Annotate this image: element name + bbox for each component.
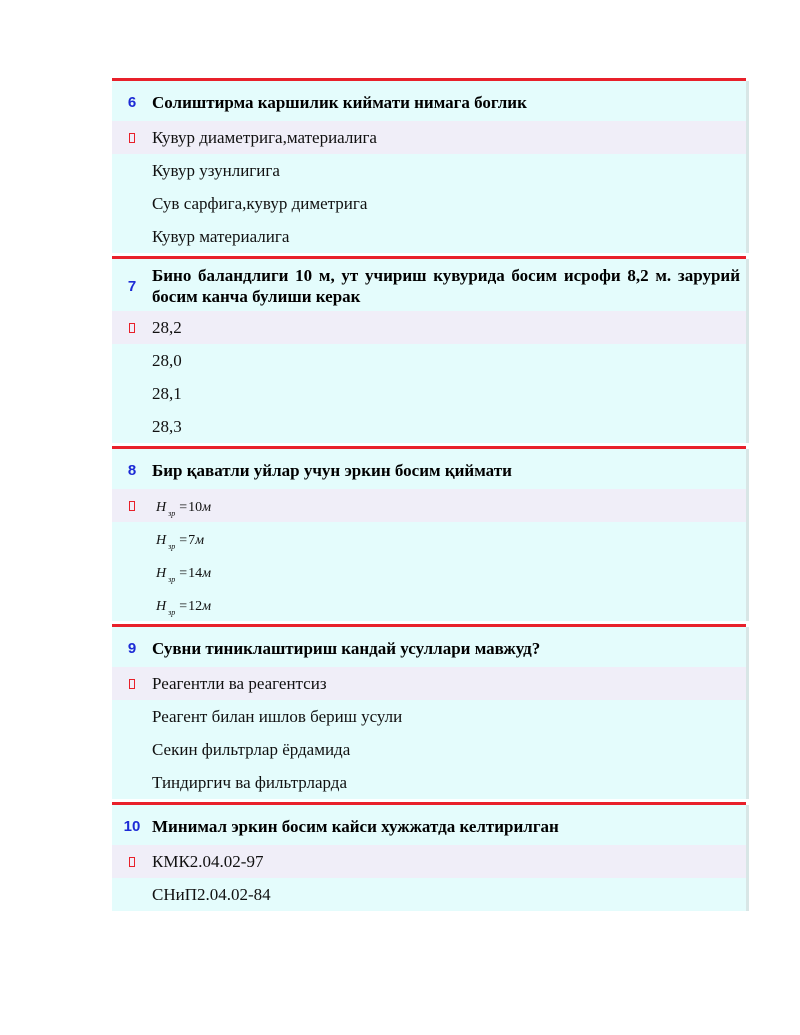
- formula-variable: H: [156, 532, 167, 548]
- answer-option[interactable]: [112, 154, 746, 187]
- question-number: 6: [127, 93, 137, 111]
- question-block: [112, 256, 746, 443]
- formula-unit: м: [202, 598, 212, 614]
- option-text: Реагент билан ишлов бериш усули: [152, 706, 403, 726]
- correct-answer-marker-icon: [129, 679, 135, 689]
- option-text: Сув сарфига,кувур диметрига: [152, 193, 368, 213]
- formula: [156, 533, 204, 549]
- formula-variable: H: [156, 565, 167, 581]
- question-text: Солиштирма каршилик киймати нимага боглик: [152, 92, 527, 112]
- option-marker: [112, 679, 152, 689]
- answer-option[interactable]: [112, 377, 746, 410]
- formula: [156, 599, 211, 615]
- answer-option-correct[interactable]: [112, 845, 746, 878]
- option-text: 28,2: [152, 317, 182, 337]
- formula-equals: =: [179, 565, 188, 581]
- question-header: [112, 81, 746, 121]
- question-block: [112, 802, 746, 911]
- option-text: Кувур диаметрига,материалига: [152, 127, 377, 147]
- question-header: [112, 627, 746, 667]
- formula-variable: H: [156, 598, 167, 614]
- formula-equals: =: [179, 499, 188, 515]
- option-text: Кувур узунлигига: [152, 160, 280, 180]
- option-text: [152, 529, 204, 549]
- answer-option[interactable]: [112, 187, 746, 220]
- answer-option[interactable]: [112, 766, 746, 799]
- formula-value: 10: [188, 499, 203, 515]
- question-block: [112, 446, 746, 621]
- option-text: [152, 562, 211, 582]
- correct-answer-marker-icon: [129, 323, 135, 333]
- option-text: Кувур материалига: [152, 226, 290, 246]
- answer-option-correct[interactable]: [112, 311, 746, 344]
- formula-unit: м: [202, 565, 212, 581]
- formula-subscript: зр: [168, 607, 176, 617]
- formula: [156, 566, 211, 582]
- option-text: 28,1: [152, 383, 182, 403]
- option-text: [152, 595, 211, 615]
- option-marker: [112, 501, 152, 511]
- question-number: 7: [127, 277, 137, 295]
- formula-value: 14: [188, 565, 203, 581]
- formula-unit: м: [195, 532, 205, 548]
- question-text: Бир қаватли уйлар учун эркин босим қиймати: [152, 460, 512, 480]
- formula-value: 12: [188, 598, 203, 614]
- question-header: [112, 259, 746, 311]
- formula-subscript: зр: [168, 574, 176, 584]
- answer-option-correct[interactable]: [112, 489, 746, 522]
- formula-equals: =: [179, 598, 188, 614]
- option-text: КМК2.04.02-97: [152, 851, 264, 871]
- question-header: [112, 805, 746, 845]
- question-text: Минимал эркин босим кайси хужжатда келтирилган: [152, 816, 559, 836]
- answer-option[interactable]: [112, 555, 746, 588]
- option-text: Реагентли ва реагентсиз: [152, 673, 327, 693]
- option-text: Секин фильтрлар ёрдамида: [152, 739, 351, 759]
- formula-variable: H: [156, 499, 167, 515]
- question-number: 8: [127, 461, 137, 479]
- formula-equals: =: [179, 532, 188, 548]
- option-marker: [112, 857, 152, 867]
- answer-option[interactable]: [112, 522, 746, 555]
- question-text: Бино баландлиги 10 м, ут учириш кувурида босим исрофи 8,2 м. зарурий босим канча булиши керак: [152, 266, 740, 306]
- answer-option-correct[interactable]: [112, 121, 746, 154]
- correct-answer-marker-icon: [129, 501, 135, 511]
- option-marker: [112, 323, 152, 333]
- formula-subscript: зр: [168, 541, 176, 551]
- question-text: Сувни тиниклаштириш кандай усуллари мавжуд?: [152, 638, 541, 658]
- option-text: [152, 496, 211, 516]
- answer-option[interactable]: [112, 220, 746, 253]
- question-block: [112, 624, 746, 799]
- question-header: [112, 449, 746, 489]
- correct-answer-marker-icon: [129, 133, 135, 143]
- formula-subscript: зр: [168, 508, 176, 518]
- question-number: 10: [123, 817, 141, 835]
- answer-option[interactable]: [112, 410, 746, 443]
- question-number: 9: [127, 639, 137, 657]
- answer-option[interactable]: [112, 700, 746, 733]
- quiz-list: [112, 78, 746, 911]
- question-block: [112, 78, 746, 253]
- answer-option[interactable]: [112, 588, 746, 621]
- option-text: 28,0: [152, 350, 182, 370]
- formula-unit: м: [202, 499, 212, 515]
- option-text: СНиП2.04.02-84: [152, 884, 271, 904]
- answer-option-correct[interactable]: [112, 667, 746, 700]
- option-text: Тиндиргич ва фильтрларда: [152, 772, 347, 792]
- answer-option[interactable]: [112, 344, 746, 377]
- formula-value: 7: [188, 532, 196, 548]
- option-text: 28,3: [152, 416, 182, 436]
- formula: [156, 500, 211, 516]
- option-marker: [112, 133, 152, 143]
- answer-option[interactable]: [112, 733, 746, 766]
- answer-option[interactable]: [112, 878, 746, 911]
- correct-answer-marker-icon: [129, 857, 135, 867]
